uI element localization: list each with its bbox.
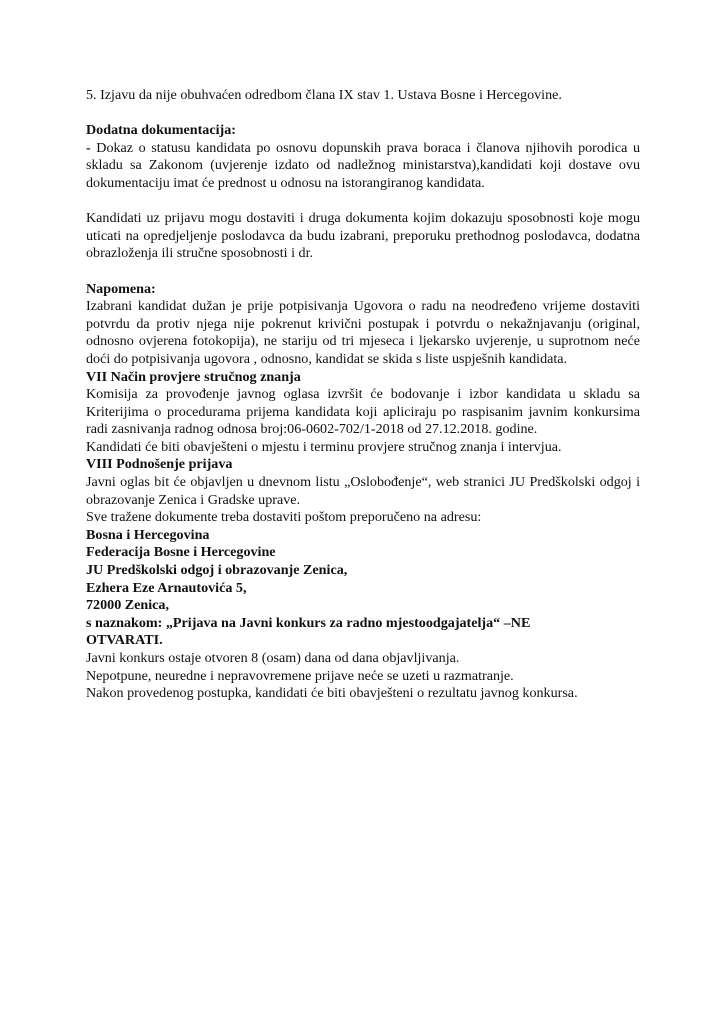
- envelope-marking: OTVARATI.: [86, 632, 163, 649]
- envelope-marking: s naznakom: „Prijava na Javni konkurs za radno mjestoodgajatelja“ –NE: [86, 614, 531, 631]
- document-body: [86, 87, 640, 703]
- closing-line: Nakon provedenog postupka, kandidati će biti obavješteni o rezultatu javnog konkursa.: [86, 685, 578, 702]
- dash-marker: -: [86, 139, 91, 156]
- address-line: Ezhera Eze Arnautovića 5,: [86, 579, 247, 596]
- address-line: Bosna i Hercegovina: [86, 526, 210, 543]
- other-docs-paragraph: Kandidati uz prijavu mogu dostaviti i druga dokumenta kojim dokazuju sposobnosti koje mogu uticati na opredjeljenje poslodavca da budu izabrani, preporuku prethodnog poslodavca, dodatna obrazloženja ili stručne sposobnosti i dr.: [86, 210, 640, 262]
- closing-line: Javni konkurs ostaje otvoren 8 (osam) dana od dana objavljivanja.: [86, 650, 460, 666]
- spacer: [86, 193, 640, 211]
- section8-heading: VIII Podnošenje prijava: [86, 456, 233, 473]
- address-line: JU Predškolski odgoj i obrazovanje Zenica,: [86, 562, 348, 579]
- section7-heading: VII Način provjere stručnog znanja: [86, 368, 301, 385]
- mail-intro: Sve tražene dokumente treba dostaviti poštom preporučeno na adresu:: [86, 509, 482, 526]
- section8-paragraph: Javni oglas bit će objavljen u dnevnom listu „Oslobođenje“, web stranici JU Predškolski odgoj i obrazovanje Zenica i Gradske uprave.: [86, 474, 640, 508]
- intro-item: 5. Izjavu da nije obuhvaćen odredbom člana IX stav 1. Ustava Bosne i Hercegovine.: [86, 87, 562, 103]
- closing-line: Nepotpune, neuredne i nepravovremene prijave neće se uzeti u razmatranje.: [86, 667, 514, 684]
- note-paragraph: Izabrani kandidat dužan je prije potpisivanja Ugovora o radu na neodređeno vrijeme dostaviti potvrdu da protiv njega nije pokrenut krivični postupak i potvrdu o nekažnjavanju (original, odnosno ovjerena fotokopija), ne stariju od tri mjeseca i ljekarsko uvjerenje, u suprotnom neće doći do potpisivanja ugovora , odnosno, kandidat se skida s liste uspješnih kandidata.: [86, 298, 640, 367]
- additional-docs-text: Dokaz o statusu kandidata po osnovu dopunskih prava boraca i članova njihovih porodica u skladu sa Zakonom (uvjerenje izdato od nadležnog ministarstva),kandidati koji dostave ovu dokumentaciju imat će prednost u odnosu na istorangiranog kandidata.: [86, 139, 640, 191]
- address-line: 72000 Zenica,: [86, 597, 169, 614]
- spacer: [86, 263, 640, 281]
- section7-paragraph: Komisija za provođenje javnog oglasa izvršit će bodovanje i izbor kandidata u skladu sa Kriterijima o procedurama prijema kandidata koji apliciraju po raspisanim javnim konkursima radi zasnivanja radnog odnosa broj:06-0602-702/1-2018 od 27.12.2018. godine.: [86, 386, 640, 438]
- additional-docs-item: [86, 140, 640, 193]
- section7-notice: Kandidati će biti obavješteni o mjestu i terminu provjere stručnog znanja i intervjua.: [86, 438, 562, 455]
- spacer: [86, 105, 640, 123]
- address-line: Federacija Bosne i Hercegovine: [86, 544, 276, 561]
- note-heading: Napomena:: [86, 280, 156, 297]
- additional-docs-heading: Dodatna dokumentacija:: [86, 122, 236, 139]
